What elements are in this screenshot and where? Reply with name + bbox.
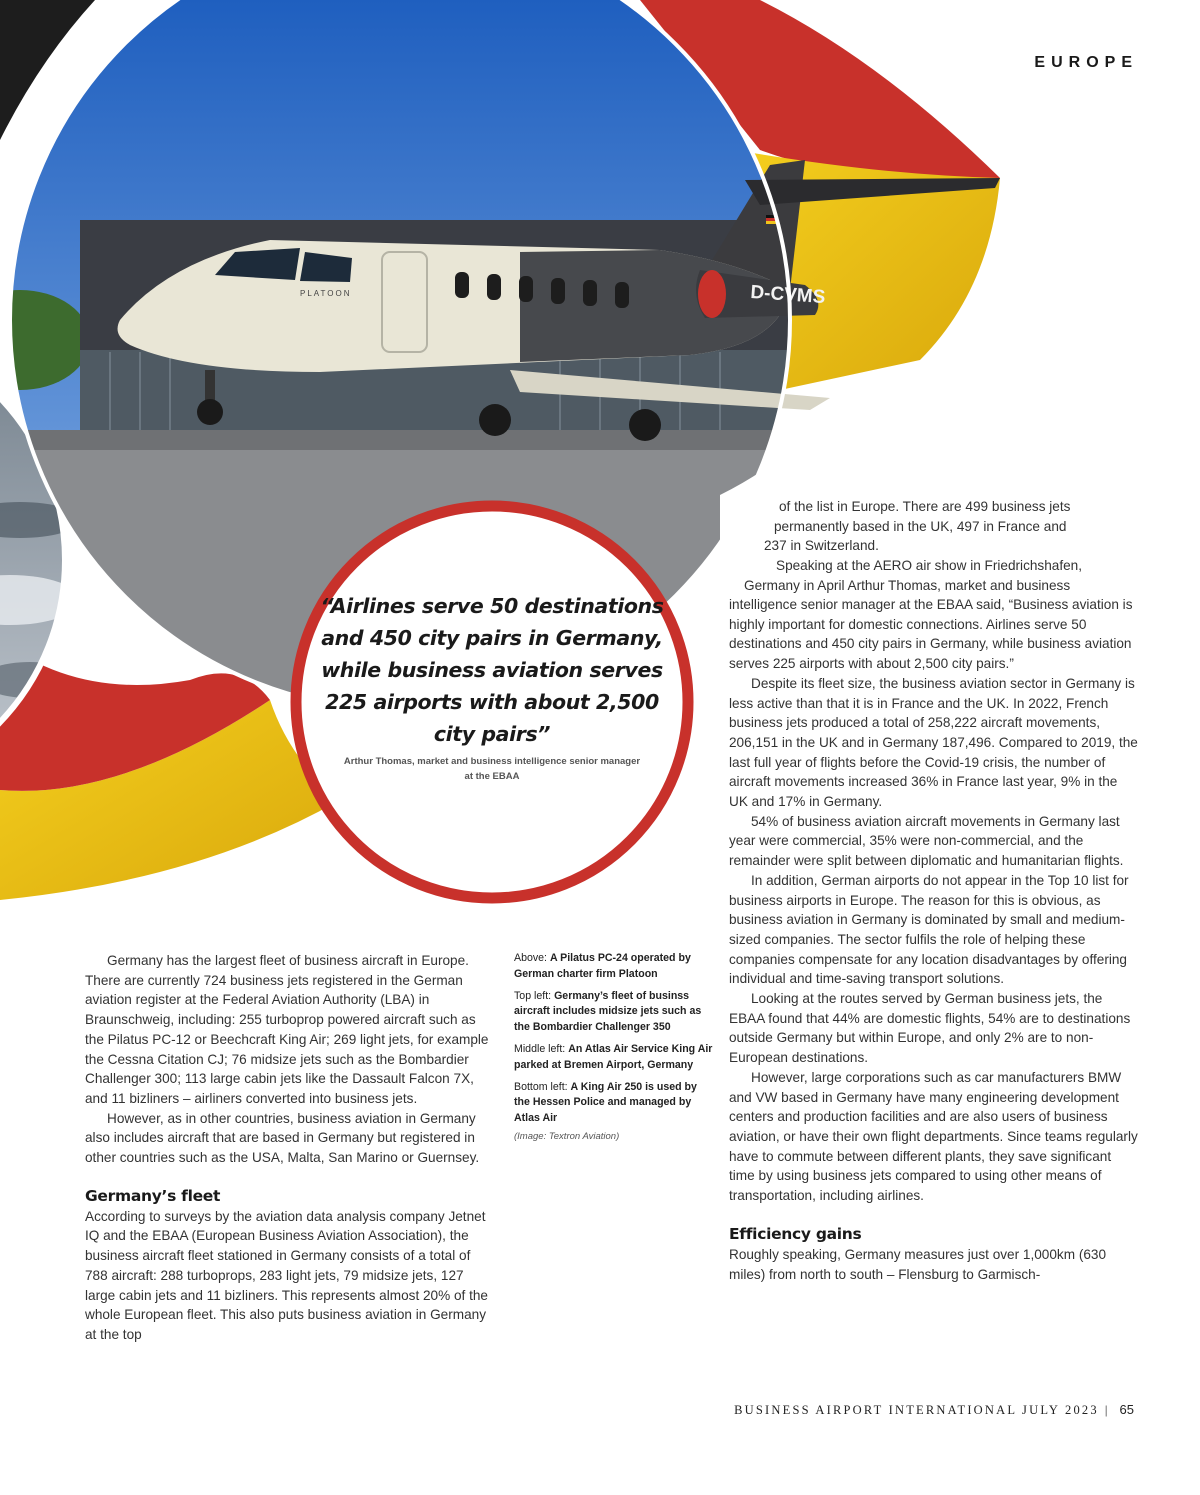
- pull-quote-text: “Airlines serve 50 destinations and 450 city pairs in Germany, while business aviation serves 225 airports with about 2,500 city pairs”: [320, 594, 664, 746]
- body-paragraph: According to surveys by the aviation data analysis company Jetnet IQ and the EBAA (European Business Aviation Association), the business aircraft fleet stationed in Germany consists of a total of 788 aircraft: 288 turboprops, 283 light jets, 79 midsize jets, 127 large cabin jets and 11 bizliners. This represents almost 20% of the whole European fleet. This also puts business aviation in Germany at the top: [85, 1208, 488, 1342]
- body-line: 237 in Switzerland.: [764, 538, 879, 554]
- caption: Top left: Germany’s fleet of businss aircraft includes midsize jets such as the Bombardier Challenger 350: [514, 989, 702, 1034]
- pull-quote: [318, 590, 666, 784]
- aircraft-registration-text: D-CVMS: [749, 281, 826, 309]
- publication-name: BUSINESS AIRPORT INTERNATIONAL JULY 2023: [734, 1403, 1099, 1417]
- caption: Bottom left: A King Air 250 is used by the Hessen Police and managed by Atlas Air: [514, 1080, 697, 1125]
- pull-quote-attribution: Arthur Thomas, market and business intelligence senior manager at the EBAA: [343, 756, 641, 782]
- body-paragraph: In addition, German airports do not appear in the Top 10 list for business airports in Europe. The reason for this is obvious, as business aviation in Germany is dominated by small and medium-sized companies. The sector fulfils the role of helping these companies compensate for any location disadvantages by offering individual and time-saving transport solutions.: [729, 872, 1129, 987]
- body-paragraph: 54% of business aviation aircraft movements in Germany last year were commercial, 35% were non-commercial, and the remainder were split between diplomatic and humanitarian flights.: [729, 813, 1124, 869]
- caption: Middle left: An Atlas Air Service King Air parked at Bremen Airport, Germany: [514, 1042, 713, 1071]
- image-credit: (Image: Textron Aviation): [514, 1130, 620, 1142]
- right-column: [729, 595, 1139, 1284]
- body-paragraph: Roughly speaking, Germany measures just over 1,000km (630 miles) from north to south – Flensburg to Garmisch-: [729, 1246, 1107, 1282]
- aircraft-brand-text: PLATOON: [300, 289, 352, 298]
- subheading-efficiency-gains: Efficiency gains: [729, 1224, 862, 1243]
- caption: Above: A Pilatus PC-24 operated by German charter firm Platoon: [514, 952, 691, 980]
- body-line: of the list in Europe. There are 499 business jets: [779, 499, 1071, 514]
- photo-captions: [514, 951, 714, 1145]
- body-paragraph: However, large corporations such as car manufacturers BMW and VW based in Germany have many engineering development centers and production facilities and are also users of business aviation, or have their own flight departments. Since teams regularly have to commute between different plants, they save significant time by using business jets compared to using other means of transportation, including airlines.: [729, 1069, 1138, 1204]
- body-paragraph: Despite its fleet size, the business aviation sector in Germany is less active than that it is in France and the UK. In 2022, French business jets produced a total of 258,222 aircraft movements, 206,151 in the UK and in Germany 187,496. Compared to 2019, the last full year of flights before the Covid-19 crisis, the number of aircraft movements increased 36% in France last year, 9% in the UK and 17% in Germany.: [729, 675, 1138, 810]
- body-line: permanently based in the UK, 497 in France and: [774, 518, 1067, 534]
- subheading-germanys-fleet: Germany’s fleet: [85, 1186, 221, 1205]
- body-line: Speaking at the AERO air show in Friedrichshafen,: [776, 558, 1083, 574]
- left-column: [85, 951, 495, 1345]
- page-number: 65: [1119, 1402, 1134, 1417]
- body-paragraph: Germany has the largest fleet of business aircraft in Europe. There are currently 724 business jets registered in the German aviation register at the Federal Aviation Authority (LBA) in Braunschweig, including: 255 turboprop powered aircraft such as the Pilatus PC-12 or Beechcraft King Air; 269 light jets, for example the Cessna Citation CJ; 76 midsize jets such as the Bombardier Challenger 300; 113 large cabin jets like the Dassault Falcon 7X, and 11 bizliners – airliners converted into business jets.: [85, 953, 489, 1106]
- body-line: Germany in April Arthur Thomas, market and business: [744, 577, 1071, 593]
- body-paragraph: Looking at the routes served by German business jets, the EBAA found that 44% are domestic flights, 54% are to destinations outside Germany but within Europe, and only 2% are to non-European destinations.: [729, 991, 1131, 1066]
- section-label: EUROPE: [1034, 54, 1138, 71]
- body-paragraph: However, as in other countries, business aviation in Germany also includes aircraft that are based in Germany but registered in other countries such as the USA, Malta, San Marino or Guernsey.: [85, 1110, 480, 1166]
- body-paragraph: intelligence senior manager at the EBAA said, “Business aviation is highly important for domestic connections. Airlines serve 50 destinations and 450 city pairs in Germany, while business aviation serves 225 airports with about 2,500 city pairs.”: [729, 597, 1133, 672]
- right-column-intro: [729, 497, 1139, 596]
- page-footer: [734, 1402, 1134, 1418]
- footer-separator: |: [1104, 1403, 1110, 1417]
